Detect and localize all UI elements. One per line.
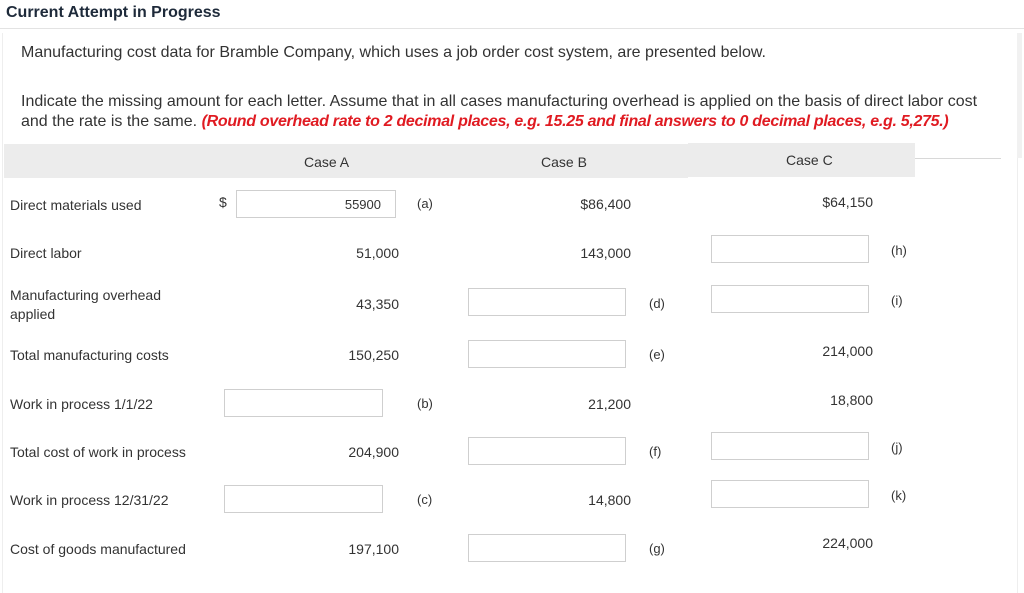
- input-b-total-mfg-costs[interactable]: [468, 340, 626, 368]
- letter-d: (d): [649, 296, 665, 311]
- value-b-direct-materials: $86,400: [580, 196, 631, 212]
- row-label-direct-materials: Direct materials used: [10, 197, 142, 213]
- letter-c: (c): [417, 492, 433, 507]
- header-case-a: Case A: [304, 154, 350, 170]
- letter-b: (b): [417, 396, 433, 411]
- input-a-wip-end[interactable]: [224, 485, 383, 513]
- instructions-text: Indicate the missing amount for each letter. Assume that in all cases manufacturing overhead is applied on the basis of direct labor cost and the rate is the same.: [21, 93, 978, 130]
- value-a-total-wip: 204,900: [348, 444, 399, 460]
- instructions: [21, 92, 1001, 132]
- value-c-cogm: 224,000: [822, 535, 873, 551]
- row-label-wip-end: Work in process 12/31/22: [10, 492, 169, 508]
- value-a-overhead-applied: 43,350: [356, 296, 399, 312]
- rounding-note: (Round overhead rate to 2 decimal places, e.g. 15.25 and final answers to 0 decimal places, e.g. 5,275.): [201, 113, 949, 130]
- header-bar: [0, 0, 1024, 29]
- input-a-wip-begin[interactable]: [224, 389, 383, 417]
- row-label-wip-begin: Work in process 1/1/22: [10, 396, 153, 412]
- header-case-b: Case B: [541, 154, 587, 170]
- header-case-c: Case C: [786, 152, 833, 168]
- letter-h: (h): [891, 243, 907, 258]
- currency-symbol: $: [219, 194, 227, 210]
- value-b-direct-labor: 143,000: [580, 245, 631, 261]
- value-c-wip-begin: 18,800: [830, 392, 873, 408]
- value-b-wip-begin: 21,200: [588, 396, 631, 412]
- value-c-total-mfg-costs: 214,000: [822, 343, 873, 359]
- input-a-direct-materials[interactable]: [236, 190, 396, 218]
- input-b-cogm[interactable]: [468, 534, 626, 562]
- letter-i: (i): [891, 293, 903, 308]
- header-divider: [915, 158, 1001, 159]
- input-c-overhead-applied[interactable]: [711, 285, 869, 313]
- input-c-total-wip[interactable]: [711, 432, 869, 460]
- value-b-wip-end: 14,800: [588, 492, 631, 508]
- letter-k: (k): [891, 488, 907, 503]
- value-c-direct-materials: $64,150: [822, 194, 873, 210]
- value-a-total-mfg-costs: 150,250: [348, 347, 399, 363]
- page-title: Current Attempt in Progress: [6, 4, 221, 21]
- input-b-total-wip[interactable]: [468, 437, 626, 465]
- row-label-total-wip: Total cost of work in process: [10, 444, 186, 460]
- letter-g: (g): [649, 541, 665, 556]
- input-b-overhead-applied[interactable]: [468, 288, 626, 316]
- input-c-wip-end[interactable]: [711, 480, 869, 508]
- letter-e: (e): [649, 347, 665, 362]
- value-a-cogm: 197,100: [348, 541, 399, 557]
- intro-text: Manufacturing cost data for Bramble Company, which uses a job order cost system, are presented below.: [21, 44, 766, 61]
- value-a-direct-labor: 51,000: [356, 245, 399, 261]
- letter-j: (j): [891, 440, 903, 455]
- input-c-direct-labor[interactable]: [711, 235, 869, 263]
- letter-f: (f): [649, 444, 662, 459]
- row-label-direct-labor: Direct labor: [10, 245, 82, 261]
- row-label-overhead-applied: Manufacturing overhead applied: [10, 287, 161, 322]
- row-label-cogm: Cost of goods manufactured: [10, 541, 186, 557]
- scrollbar[interactable]: [1017, 33, 1022, 158]
- row-label-total-mfg-costs: Total manufacturing costs: [10, 347, 169, 363]
- letter-a: (a): [417, 196, 433, 211]
